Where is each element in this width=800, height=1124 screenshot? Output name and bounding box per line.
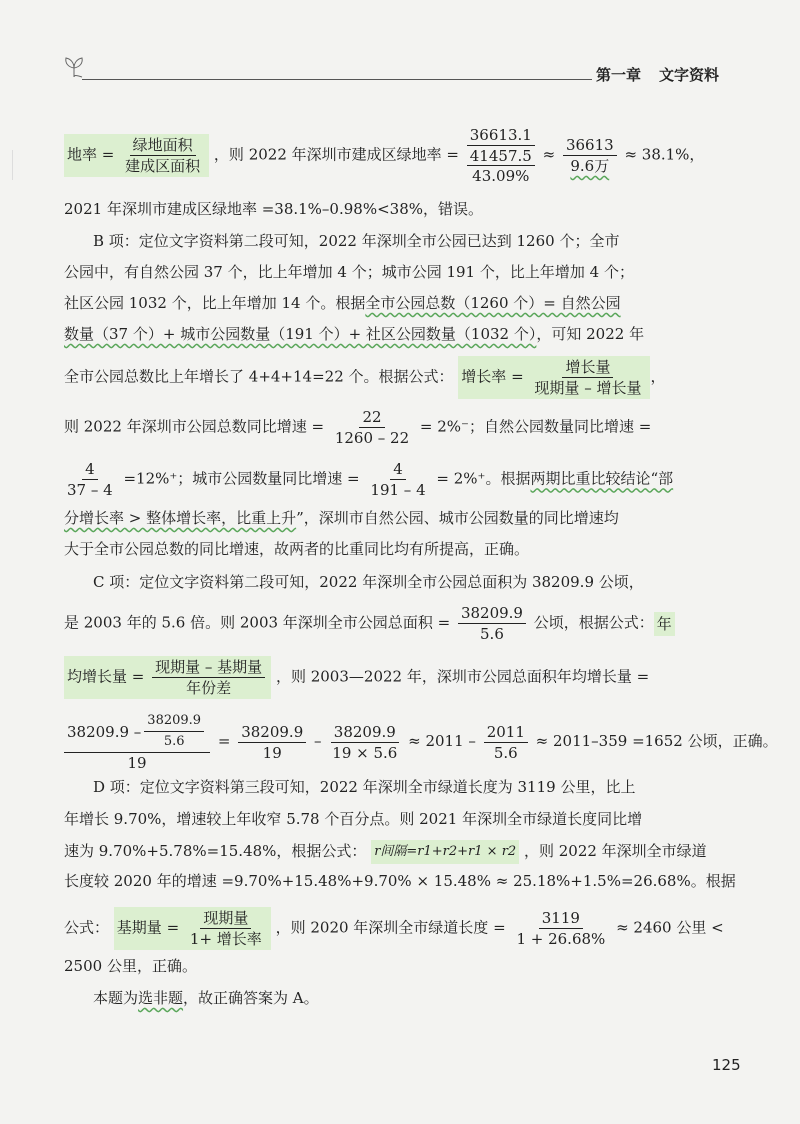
sprout-icon	[62, 55, 86, 79]
paragraph-a-conclusion: 2021 年深圳市建成区绿地率 =38.1%–0.98%<38%，错误。	[64, 200, 483, 218]
d-line-4: 长度较 2020 年的增速 =9.70%+15.48%+9.70% × 15.48% ≈ 25.18%+1.5%=26.68%。根据	[64, 872, 736, 890]
d-line-1: D 项：定位文字资料第三段可知，2022 年深圳全市绿道长度为 3119 公里，比上	[93, 778, 636, 796]
header-rule	[82, 79, 592, 80]
page-number: 125	[712, 1056, 741, 1074]
running-header	[596, 64, 719, 85]
c-line-4: 38209.9 – $\frac{38209.9}{5.6}$ 19 = $\frac{38209.9}{19}$ – $\frac{38209.9}{19 \times 5.6}$ ≈ 2011 – $\frac{2011}{5.6}$ ≈ 2011–359 =1652 公顷，正确。	[64, 712, 650, 772]
b-line-1: B 项：定位文字资料第二段可知，2022 年深圳全市公园已达到 1260 个；全市	[93, 232, 620, 250]
b-line-9: 大于全市公园总数的同比增速，故两者的比重同比均有所提高，正确。	[64, 540, 530, 558]
estimate-43: 43.09%	[472, 167, 530, 185]
formula-highlight-interval-rate: r间隔=r1+r2+r1 × r2	[371, 840, 519, 864]
final-answer: 本题为选非题，故正确答案为 A。	[93, 989, 319, 1007]
d-line-5: 公式： 基期量 = $\frac{\text{现期量}}{\text{1+ 增长率}}$ ，则 2020 年深圳全市绿道长度 = $\frac{3119}{1 + 26.68\%}$ ≈ 2460 公里 <	[64, 909, 724, 948]
b-line-5: 全市公园总数比上年增长了 4+4+14=22 个。根据公式： 增长率 = $\frac{\text{增长量}}{\text{现期量 – 增长量}}$ ，	[64, 358, 666, 397]
b-line-2: 公园中，有自然公园 37 个，比上年增加 4 个；城市公园 191 个，比上年增加 4 个；	[64, 263, 634, 281]
b-line-6: 则 2022 年深圳市公园总数同比增速 = $\frac{22}{1260 - 22}$ = 2%⁻；自然公园数量同比增速 =	[64, 408, 652, 447]
formula-highlight-greenrate: 地率 = $\frac{\text{绿地面积}}{\text{建成区面积}}$	[64, 134, 209, 177]
d-line-2: 年增长 9.70%，增速较上年收窄 5.78 个百分点。则 2021 年深圳全市绿道长度同比增	[64, 810, 643, 828]
c-line-3: 均增长量 = $\frac{\text{现期量 – 基期量}}{\text{年份差}}$ ，则 2003—2022 年，深圳市公园总面积年均增长量 =	[64, 656, 650, 699]
c-line-2: 是 2003 年的 5.6 倍。则 2003 年深圳全市公园总面积 = $\frac{38209.9}{5.6}$ 公顷，根据公式： 年	[64, 604, 650, 643]
margin-mark	[12, 150, 13, 180]
c-line-1: C 项：定位文字资料第二段可知，2022 年深圳全市公园总面积为 38209.9 公顷，	[93, 573, 644, 591]
chapter-label: 第一章	[596, 66, 642, 84]
formula-line-1: 地率 = $\frac{\text{绿地面积}}{\text{建成区面积}}$ ，则 2022 年深圳市建成区绿地率 = 36613.1 41457.5 43.09% ≈ $\frac{36613}{\text{9.6万}}$ ≈ 38.1%，	[64, 126, 650, 185]
b-line-3: 社区公园 1032 个，比上年增加 14 个。根据全市公园总数（1260 个）= 自然公园	[64, 294, 621, 312]
chapter-title: 文字资料	[659, 66, 720, 84]
formula-highlight-growth-rate: 增长率 = $\frac{\text{增长量}}{\text{现期量 – 增长量}}$	[458, 356, 650, 399]
d-line-6: 2500 公里，正确。	[64, 957, 197, 975]
formula-highlight-avg-growth: 均增长量 = $\frac{\text{现期量 – 基期量}}{\text{年份差}}$	[64, 656, 271, 699]
d-line-3: 速为 9.70%+5.78%=15.48%，根据公式： r间隔=r1+r2+r1 × r2 ，则 2022 年深圳全市绿道	[64, 840, 650, 864]
formula-highlight-base-quantity: 基期量 = $\frac{\text{现期量}}{\text{1+ 增长率}}$	[114, 907, 271, 950]
b-line-7: $\frac{4}{37 - 4}$ =12%⁺；城市公园数量同比增速 = $\frac{4}{191 - 4}$ = 2%⁺。根据两期比重比较结论“部	[67, 460, 674, 499]
b-line-4: 数量（37 个）+ 城市公园数量（191 个）+ 社区公园数量（1032 个），可知 2022 年	[64, 325, 645, 343]
b-line-8: 分增长率 > 整体增长率，比重上升”，深圳市自然公园、城市公园数量的同比增速均	[64, 509, 619, 527]
